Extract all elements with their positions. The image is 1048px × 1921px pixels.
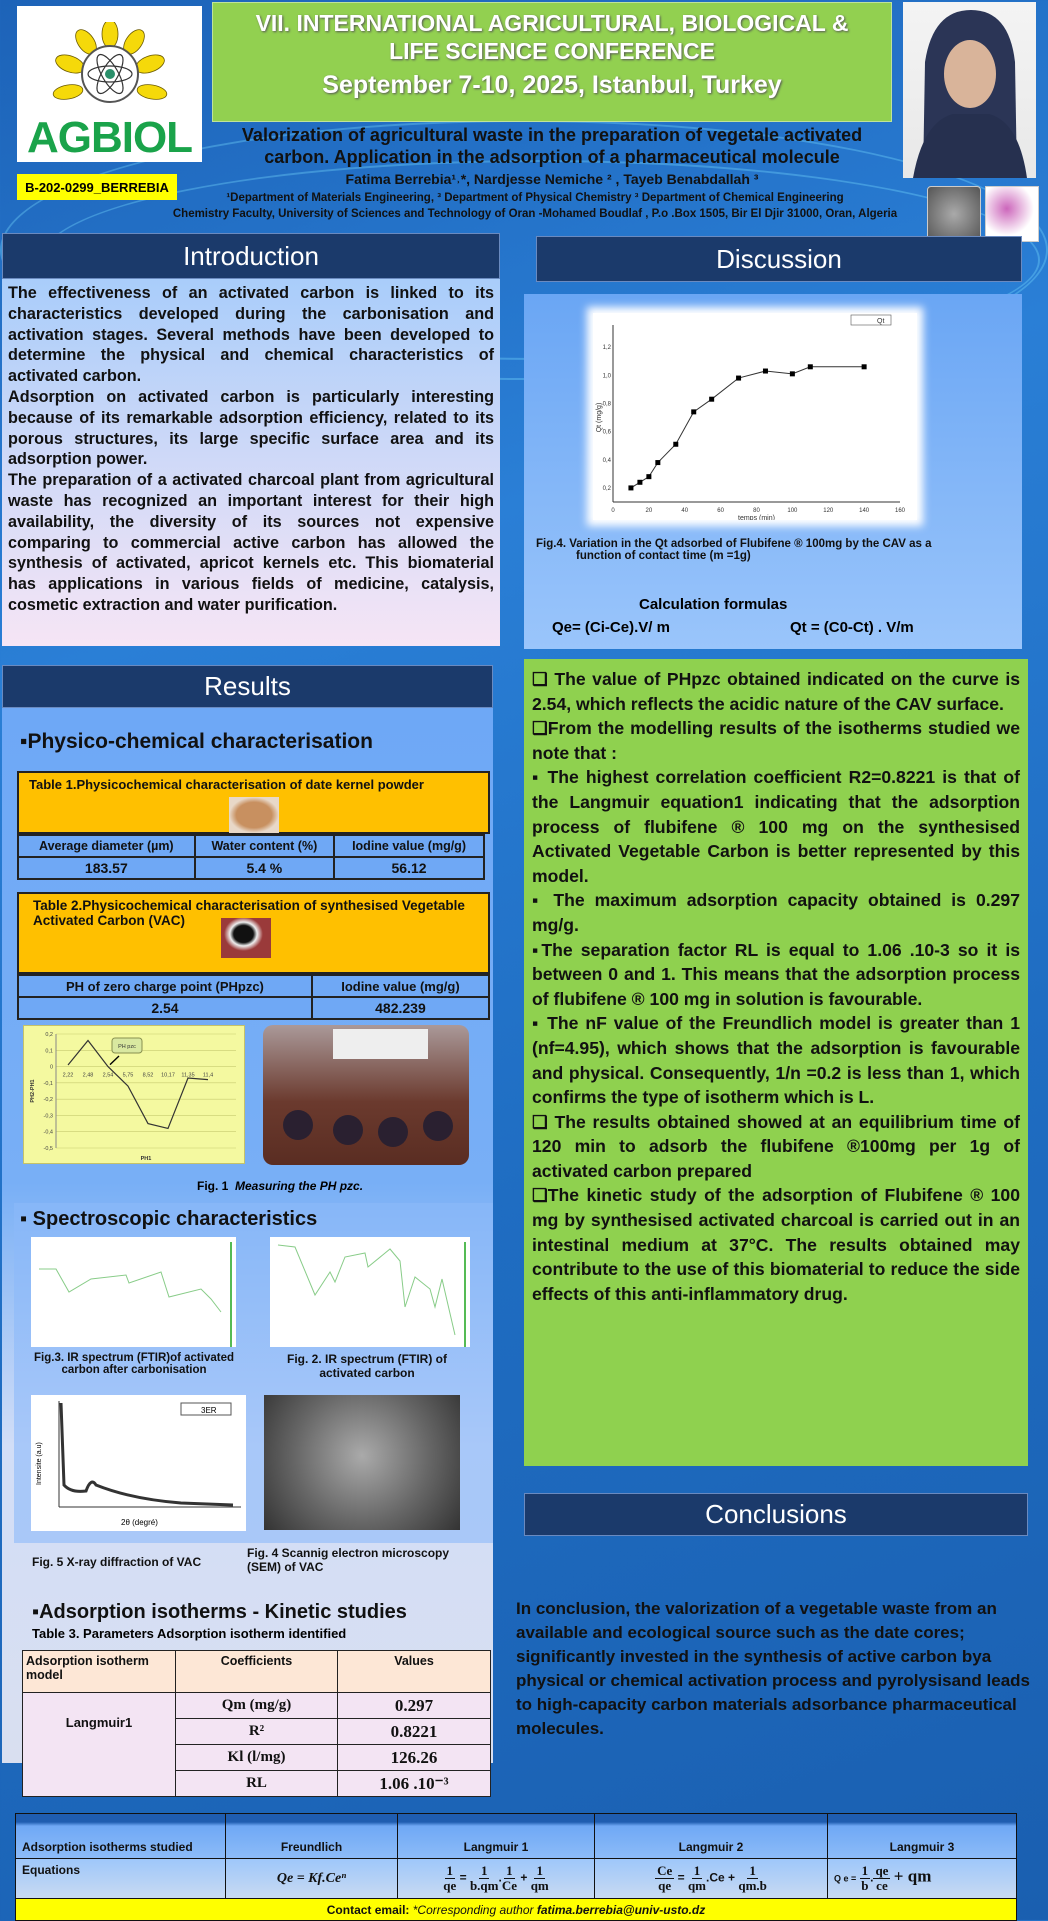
table1-caption-box xyxy=(17,771,490,834)
table1-caption: Table 1.Physicochemical characterisation of date kernel powder xyxy=(29,777,424,792)
discussion-point: ❑From the modelling results of the isotherms studied we note that : xyxy=(532,718,1020,763)
langmuir3-equation: Q e = $\frac{1}{b}$ . $\frac{qe}{ce}$ + qm xyxy=(828,1859,1017,1899)
model-langmuir1: Langmuir 1 xyxy=(398,1814,595,1859)
y-tick-label: 0,1 xyxy=(45,1048,53,1055)
model-freundlich: Freundlich xyxy=(226,1814,398,1859)
discussion-text xyxy=(524,659,1028,1466)
fig4-caption xyxy=(536,538,1016,562)
x-tick-label: 11,4 xyxy=(202,1072,214,1079)
discussion-point: ▪ The highest correlation coefficient R2=0.8221 is that of the Langmuir equation1 indicating that the adsorption process of flubifene ® 100 mg on the synthesised Activated Vegetable Carbon is better represented by this model. xyxy=(532,767,1020,886)
y-tick-label: 0 xyxy=(49,1064,53,1071)
model-langmuir2: Langmuir 2 xyxy=(595,1814,828,1859)
ir-spectrum-activated-image xyxy=(270,1237,470,1347)
data-point xyxy=(637,480,642,485)
table3-value: 1.06 .10⁻³ xyxy=(338,1771,491,1797)
y-tick-label: -0,4 xyxy=(43,1129,53,1136)
x-tick-label: 2,22 xyxy=(62,1072,74,1079)
physico-title-text: Physico-chemical characterisation xyxy=(27,730,373,753)
results-header: Results xyxy=(2,665,493,708)
table3-coef: R² xyxy=(176,1719,338,1745)
sunflower-atom-icon xyxy=(50,22,170,112)
x-tick-label: 140 xyxy=(859,508,870,514)
fig1-label: Fig. 1 xyxy=(197,1179,229,1193)
table2-header: Iodine value (mg/g) xyxy=(312,975,489,997)
table3-coef: Kl (l/mg) xyxy=(176,1745,338,1771)
y-tick-label: 0,2 xyxy=(602,485,611,492)
table3-value: 126.26 xyxy=(338,1745,491,1771)
table3-header: Values xyxy=(338,1651,491,1693)
x-tick-label: 8,52 xyxy=(142,1072,154,1079)
x-tick-label: 80 xyxy=(753,508,760,514)
discussion-point: ❑ The results obtained showed at an equilibrium time of 120 min to adsorb the flubifene ®100mg per 1g of activated carbon prepared xyxy=(532,1111,1020,1181)
fig3-caption: Fig.3. IR spectrum (FTIR)of activated carbon after carbonisation xyxy=(34,1352,234,1376)
legend-box xyxy=(851,315,891,325)
table3-value: 0.8221 xyxy=(338,1719,491,1745)
y-tick-label: 0,8 xyxy=(602,401,611,408)
x-tick-label: 2,54 xyxy=(102,1072,114,1079)
qt-chart-svg xyxy=(593,313,917,520)
isotherms-row-header: Adsorption isotherms studied xyxy=(16,1814,226,1859)
table1-value: 56.12 xyxy=(334,857,484,879)
y-tick-label: 0,6 xyxy=(602,429,611,436)
data-point xyxy=(736,376,741,381)
introduction-text xyxy=(2,279,500,646)
fig2-caption: Fig. 2. IR spectrum (FTIR) of activated carbon xyxy=(286,1352,447,1380)
x-tick-label: 120 xyxy=(823,508,834,514)
laboratory-logo xyxy=(985,186,1039,242)
annotation-label: PH pzc xyxy=(118,1044,136,1050)
table3-header: Adsorption isotherm model xyxy=(23,1651,176,1693)
conclusions-header: Conclusions xyxy=(524,1493,1028,1536)
x-tick-label: 160 xyxy=(894,508,906,514)
y-tick-label: -0,5 xyxy=(43,1146,53,1152)
table3-model: Langmuir1 xyxy=(23,1693,176,1797)
poster-title-line2: carbon. Application in the adsorption of a pharmaceutical molecule xyxy=(264,147,840,167)
table2-header: PH of zero charge point (PHpzc) xyxy=(18,975,312,997)
table3-caption: Table 3. Parameters Adsorption isotherm identified xyxy=(32,1626,347,1641)
intro-paragraph: The effectiveness of an activated carbon is linked to its characteristics developed during the carbonisation and activation stages. Several methods have been developed to determine the physical and chemical characteristics of activated carbon. xyxy=(8,284,494,386)
data-point xyxy=(862,364,867,369)
fig4-caption-line2: function of contact time (m =1g) xyxy=(576,550,751,562)
introduction-header: Introduction xyxy=(2,233,500,279)
langmuir1-equation: $\frac{1}{qe}$ = $\frac{1}{b.qm}$ . $\frac{1}{Ce}$ + $\frac{1}{qm}$ xyxy=(398,1859,595,1899)
poster-code-badge: B-202-0299_BERREBIA xyxy=(17,174,177,200)
ph-measurement-photo xyxy=(263,1025,469,1165)
table1 xyxy=(17,834,485,880)
university-logo xyxy=(927,186,981,242)
table2-value: 2.54 xyxy=(18,997,312,1019)
contact-email[interactable]: fatima.berrebia@univ-usto.dz xyxy=(536,1902,706,1917)
series-line-qt xyxy=(631,367,864,488)
table2 xyxy=(17,974,490,1020)
table2-caption-box xyxy=(17,892,490,974)
fig5-caption: Fig. 5 X-ray diffraction of VAC xyxy=(32,1555,202,1569)
discussion-point: ❑ The value of PHpzc obtained indicated on the curve is 2.54, which reflects the acidic nature of the CAV surface. xyxy=(532,669,1020,714)
xrd-ylabel: Intensite (a.u) xyxy=(36,1442,43,1485)
table3-coef: Qm (mg/g) xyxy=(176,1693,338,1719)
fig1-text: Measuring the PH pzc. xyxy=(235,1179,364,1193)
intro-paragraph: Adsorption on activated carbon is particularly interesting because of its remarkable adsorption efficiency, related to its porous structures, its large specific surface area and its adsorption power. xyxy=(8,387,494,469)
table1-header: Iodine value (mg/g) xyxy=(334,835,484,857)
data-point xyxy=(673,442,678,447)
affiliations xyxy=(140,190,930,222)
conference-dates: September 7-10, 2025, Istanbul, Turkey xyxy=(322,71,782,99)
contact-note: *Corresponding author xyxy=(412,1902,537,1917)
ph-chart-svg xyxy=(24,1026,246,1165)
affiliation-line2: Chemistry Faculty, University of Sciences and Technology of Oran -Mohamed Boudlaf , P.o .Box 1505, Bir El Djir 31000, Oran, Algeria xyxy=(172,208,898,220)
langmuir2-equation: $\frac{Ce}{qe}$ = $\frac{1}{qm}$ .Ce + $\frac{1}{qm.b}$ xyxy=(595,1859,828,1899)
discussion-figure-panel xyxy=(524,294,1022,649)
conclusions-text: In conclusion, the valorization of a vegetable waste from an available and ecological source such as the date cores; significantly invested in the synthesis of active carbon bya physical or chemical activation process and pyrolysisand leads to high-capacity carbon materials adsorbance pharmaceutical molecules. xyxy=(516,1599,1030,1738)
contact-label: Contact email: xyxy=(326,1902,413,1917)
logo-text: AGBIOL xyxy=(26,113,193,162)
sem-image xyxy=(264,1395,460,1530)
conference-title-line2: LIFE SCIENCE CONFERENCE xyxy=(389,38,715,64)
agbiol-logo xyxy=(17,6,202,162)
spectro-title-text: Spectroscopic characteristics xyxy=(32,1208,318,1230)
fig4-caption-line1: Fig.4. Variation in the Qt adsorbed of Flubifene ® 100mg by the CAV as a xyxy=(536,538,932,550)
equations-table xyxy=(15,1813,1017,1920)
data-point xyxy=(763,369,768,374)
physico-section-title: ▪Physico-chemical characterisation xyxy=(20,730,373,753)
ir-spectrum-carbonised-image xyxy=(31,1237,236,1347)
poster-title xyxy=(212,124,892,168)
x-tick-label: 5,75 xyxy=(122,1072,134,1079)
table2-value: 482.239 xyxy=(312,997,489,1019)
equations-label: Equations xyxy=(16,1859,226,1899)
y-tick-label: -0,1 xyxy=(43,1080,53,1087)
conference-banner xyxy=(212,2,892,122)
table3-coef: RL xyxy=(176,1771,338,1797)
x-axis-label: PH1 xyxy=(140,1156,152,1162)
y-tick-label: -0,3 xyxy=(43,1113,53,1120)
table1-header: Average diameter (µm) xyxy=(18,835,195,857)
affiliation-line1: ¹Department of Materials Engineering, ³ Department of Physical Chemistry ³ Department of Chemical Engineering xyxy=(226,192,844,204)
activated-carbon-image xyxy=(221,918,271,958)
fig4-sem-caption: Fig. 4 Scannig electron microscopy (SEM) of VAC xyxy=(247,1546,450,1574)
discussion-point: ▪ The maximum adsorption capacity obtained is 0.297 mg/g. xyxy=(532,890,1020,935)
x-tick-label: 10,17 xyxy=(161,1072,175,1079)
y-axis-label: PH2-PH1 xyxy=(30,1079,36,1103)
data-point xyxy=(691,409,696,414)
freundlich-equation: Qe = Kf.Ceⁿ xyxy=(226,1859,398,1899)
table2-caption: Table 2.Physicochemical characterisation of synthesised Vegetable Activated Carbon (VAC) xyxy=(33,898,465,928)
y-tick-label: -0,2 xyxy=(43,1097,53,1104)
x-tick-label: 2,48 xyxy=(82,1072,94,1079)
y-tick-label: 1,2 xyxy=(602,345,611,352)
x-tick-label: 40 xyxy=(681,508,689,514)
y-tick-label: 1,0 xyxy=(602,373,611,380)
ph-pzc-chart xyxy=(23,1025,245,1164)
poster-title-line1: Valorization of agricultural waste in the preparation of vegetale activated xyxy=(241,125,863,145)
isotherm-title-text: Adsorption isotherms - Kinetic studies xyxy=(39,1601,407,1623)
x-tick-label: 60 xyxy=(717,508,724,514)
x-tick-label: 11,35 xyxy=(181,1072,195,1079)
legend-label: Qt xyxy=(877,318,885,325)
date-kernel-powder-image xyxy=(229,797,279,833)
intro-paragraph: The preparation of a activated charcoal plant from agricultural waste has recognized an important interest for their high availability, the diversity of its sources not expensive comparing to commercial active carbon has allowed the synthesis of activated, apricot kernels etc. This biomaterial has applications in various fields of medicine, catalysis, cosmetic extraction and water purification. xyxy=(8,471,494,614)
qt-kinetics-chart xyxy=(593,313,917,520)
formula-qe: Qe= (Ci-Ce).V/ m xyxy=(552,619,670,636)
data-point xyxy=(628,485,633,490)
xrd-xlabel: 2θ (degré) xyxy=(121,1518,158,1527)
table1-value: 183.57 xyxy=(18,857,195,879)
discussion-point: ▪The separation factor RL is equal to 1.06 .10-3 so it is between 0 and 1. This means that the adsorption process of flubifene ® 100 mg in solution is favourable. xyxy=(532,939,1020,1009)
data-point xyxy=(790,371,795,376)
x-tick-label: 100 xyxy=(787,508,798,514)
conference-title-line1: VII. INTERNATIONAL AGRICULTURAL, BIOLOGICAL & xyxy=(255,10,849,36)
formula-qt: Qt = (C0-Ct) . V/m xyxy=(790,619,914,636)
contact-row xyxy=(16,1899,1017,1921)
data-point xyxy=(709,397,714,402)
discussion-point: ❑The kinetic study of the adsorption of Flubifene ® 100 mg by synthesised activated charcoal is carried out in an intestinal medium at 37°C. The results obtained may contribute to the use of this biomaterial to reduce the side effects of this anti-inflammatory drug. xyxy=(532,1185,1020,1304)
data-point xyxy=(646,474,651,479)
model-langmuir3: Langmuir 3 xyxy=(828,1814,1017,1859)
spectro-section-title: ▪ Spectroscopic characteristics xyxy=(20,1208,318,1230)
table1-value: 5.4 % xyxy=(195,857,334,879)
discussion-point: ▪ The nF value of the Freundlich model is greater than 1 (nf=4.95), which shows that the adsorption is favourable and physical. Consequently, 1/n =0.2 is less than 1, which confirms the type of isotherm which is L. xyxy=(532,1013,1020,1108)
table3-header: Coefficients xyxy=(176,1651,338,1693)
formulas-title: Calculation formulas xyxy=(639,596,788,613)
y-axis-label: Qt (mg/g) xyxy=(596,402,603,433)
y-tick-label: 0,4 xyxy=(602,457,611,464)
fig1-caption xyxy=(197,1179,363,1193)
x-tick-label: 0 xyxy=(611,508,615,514)
xrd-legend: 3ER xyxy=(201,1406,217,1415)
results-panel xyxy=(2,708,493,1793)
x-axis-label: temps (min) xyxy=(738,515,775,520)
table1-header: Water content (%) xyxy=(195,835,334,857)
table3-value: 0.297 xyxy=(338,1693,491,1719)
data-point xyxy=(808,364,813,369)
annotation-arrow xyxy=(110,1056,119,1065)
y-tick-label: 0,2 xyxy=(45,1032,53,1038)
author-photo xyxy=(903,2,1036,178)
discussion-header: Discussion xyxy=(536,236,1022,282)
xrd-chart-image xyxy=(31,1395,246,1531)
table3 xyxy=(22,1650,491,1797)
isotherm-section-title: ▪Adsorption isotherms - Kinetic studies xyxy=(32,1601,407,1623)
authors: Fatima Berrebia¹˒*, Nardjesse Nemiche ² , Tayeb Benabdallah ³ xyxy=(345,171,759,187)
data-point xyxy=(655,460,660,465)
x-tick-label: 20 xyxy=(645,508,653,514)
